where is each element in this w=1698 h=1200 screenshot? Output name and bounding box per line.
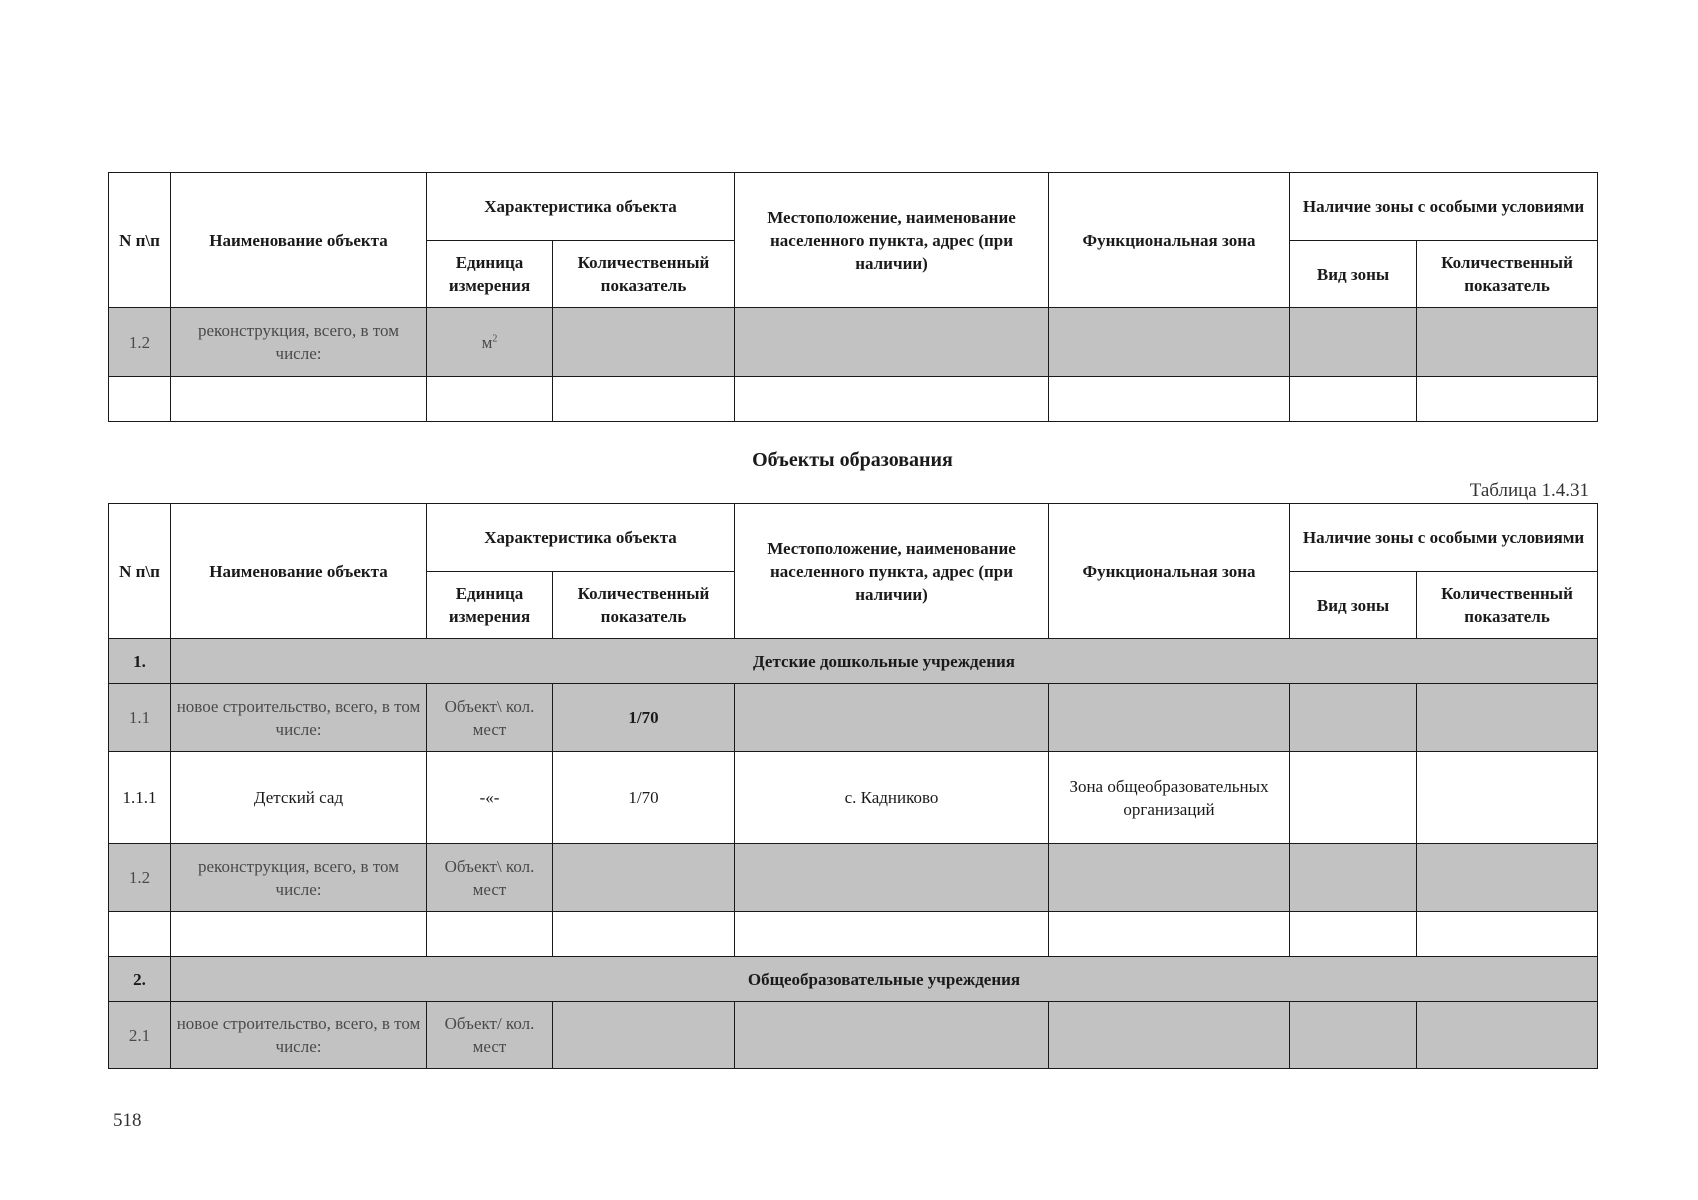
header-num: N п\п: [109, 173, 171, 308]
row-num: 1.2: [109, 844, 171, 912]
header-name: Наименование объекта: [171, 504, 427, 639]
row-quantity: [553, 308, 735, 377]
header-quantity: Количественный показатель: [553, 572, 735, 639]
header-location: Местоположение, наименование населенного пункта, адрес (при наличии): [735, 504, 1049, 639]
row-name: реконструкция, всего, в том числе:: [171, 308, 427, 377]
row-zone-quantity: [1417, 308, 1598, 377]
group-name: Детские дошкольные учреждения: [171, 639, 1598, 684]
section-title: Объекты образования: [752, 449, 953, 471]
row-func-zone: [1049, 308, 1290, 377]
table-row-empty: [109, 377, 1598, 422]
row-unit: Объект\ кол. мест: [427, 844, 553, 912]
row-quantity: 1/70: [553, 752, 735, 844]
row-location: [735, 308, 1049, 377]
row-num: 2.1: [109, 1002, 171, 1069]
header-zone-type: Вид зоны: [1290, 572, 1417, 639]
group-row: [109, 957, 1598, 1002]
row-quantity: 1/70: [553, 684, 735, 752]
row-name: реконструкция, всего, в том числе:: [171, 844, 427, 912]
table-row: [109, 684, 1598, 752]
header-location: Местоположение, наименование населенного пункта, адрес (при наличии): [735, 173, 1049, 308]
row-unit: Объект\ кол. мест: [427, 684, 553, 752]
header-num: N п\п: [109, 504, 171, 639]
row-func-zone: Зона общеобразовательных организаций: [1049, 752, 1290, 844]
table-row-empty: [109, 912, 1598, 957]
row-name: Детский сад: [171, 752, 427, 844]
row-unit: Объект/ кол. мест: [427, 1002, 553, 1069]
row-unit: -«-: [427, 752, 553, 844]
table-row: [109, 844, 1598, 912]
header-unit: Единица измерения: [427, 572, 553, 639]
table-row: [109, 1002, 1598, 1069]
header-func-zone: Функциональная зона: [1049, 173, 1290, 308]
header-special-zone: Наличие зоны с особыми условиями: [1290, 504, 1598, 572]
header-characteristic: Характеристика объекта: [427, 173, 735, 241]
row-name: новое строительство, всего, в том числе:: [171, 684, 427, 752]
table-label: Таблица 1.4.31: [1469, 480, 1589, 501]
row-location: с. Кадниково: [735, 752, 1049, 844]
table-row: [109, 752, 1598, 844]
header-characteristic: Характеристика объекта: [427, 504, 735, 572]
header-unit: Единица измерения: [427, 241, 553, 308]
row-num: 1.1.1: [109, 752, 171, 844]
group-num: 1.: [109, 639, 171, 684]
header-zone-type: Вид зоны: [1290, 241, 1417, 308]
header-special-zone: Наличие зоны с особыми условиями: [1290, 173, 1598, 241]
group-name: Общеобразовательные учреждения: [171, 957, 1598, 1002]
page-number: 518: [113, 1110, 142, 1131]
row-num: 1.1: [109, 684, 171, 752]
header-zone-quantity: Количественный показатель: [1417, 241, 1598, 308]
row-num: 1.2: [109, 308, 171, 377]
header-name: Наименование объекта: [171, 173, 427, 308]
header-quantity: Количественный показатель: [553, 241, 735, 308]
continuation-table: [108, 172, 1598, 422]
group-row: [109, 639, 1598, 684]
group-num: 2.: [109, 957, 171, 1002]
header-func-zone: Функциональная зона: [1049, 504, 1290, 639]
row-name: новое строительство, всего, в том числе:: [171, 1002, 427, 1069]
row-zone-type: [1290, 308, 1417, 377]
row-unit: $м^2$: [427, 308, 553, 377]
table-row: [109, 308, 1598, 377]
education-objects-table: [108, 503, 1598, 1069]
header-zone-quantity: Количественный показатель: [1417, 572, 1598, 639]
